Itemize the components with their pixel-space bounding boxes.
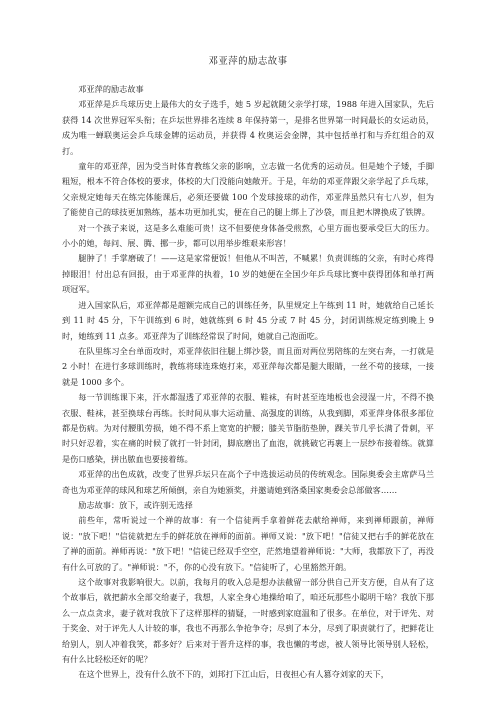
paragraph: 邓亚萍是乒乓球历史上最伟大的女子选手，她 5 岁起就随父亲学打球，1988 年进入国家队，先后获得 14 次世界冠军头衔；在乒坛世界排名连续 8 年保持第一，是排名世界第一时间最长的女运动员，成为唯一蝉联奥运会乒乓球金牌的运动员，并获得 4 枚奥运会金牌，其中包括单打和与乔红组合的双打。: [62, 99, 434, 156]
paragraph: 邓亚萍的出色成就，改变了世界乒坛只在高个子中选拔运动员的传统观念。国际奥委会主席萨马兰奇也为邓亚萍的球风和球艺所倾倒，亲自为她颁奖，并邀请她到洛桑国家奥委会总部做客……: [62, 469, 434, 495]
paragraph: 这个故事对我影响很大。以前，我每月的收入总是想办法截留一部分供自己开支方便，自从有了这个故事后，就把薪水全部交给妻子，我想，人家全身心地操给咱了，咱还玩那些小聪明干啥？我放下那么一点点贪求，妻子就对我放下了这样那样的猜疑，一时感到家庭温和了很多。在单位，对于评先、对于奖金、对于评先人人计较的事，我也不再那么争抢争夺；尽到了本分，尽到了职责就行了，把鲜花让给别人，别人冲着我笑，都多好？后来对于晋升这样的事，我也懒的考虑，被人领导比领导别人轻松，有什么比轻松还好的呢？: [62, 577, 434, 665]
paragraph: 腿肿了！手掌磨破了！——这是家常便饭！但他从不叫苦，不喊累！负责训练的父亲，有时心疼得掉眼泪！付出总有回报，由于邓亚萍的执着，10 岁的她便在全国少年乒乓球比赛中获得团体和单打两项冠军。: [62, 253, 434, 295]
paragraph: 在这个世界上，没有什么放不下的，刘邦打下江山后，日夜担心有人篡夺刘家的天下，: [78, 669, 389, 680]
section-heading: 励志故事：放下，或许别无选择: [78, 499, 193, 510]
paragraph: 在队里练习全台单面攻时，邓亚萍依旧往腿上绑沙袋，而且面对两位男陪练的左突右奔，一打就是 2 小时！在进行多球训练时，教练将球连珠炮打来，邓亚萍每次都是腿大眼睛，一丝不苟的接球，一接就是 1000 多个。: [62, 345, 434, 387]
paragraph: 进入国家队后，邓亚萍都是超额完成自己的训练任务，队里规定上午练到 11 时，她就给自己延长到 11 时 45 分，下午训练到 6 时，她就练到 6 时 45 分或 7 时 45 分，封闭训练规定练到晚上 9 时，她练到 11 点多。邓亚萍为了训练经常误了时间，她就自己泡面吃。: [62, 299, 434, 341]
paragraph: 童年的邓亚萍，因为受当时体育教练父亲的影响，立志做一名优秀的运动员。但是她个子矮，手脚粗短，根本不符合体校的要求，体校的大门没能向她敞开。于是，年幼的邓亚萍跟父亲学起了乒乓球，父亲规定她每天在练完体能课后，必须还要做 100 个发球接球的动作，邓亚萍虽然只有七八岁，但为了能使自己的球技更加熟练，基本功更加扎实，便在自己的腿上绑上了沙袋，而且把木牌换成了铁牌。: [62, 161, 434, 218]
paragraph: 邓亚萍的励志故事: [78, 84, 144, 94]
paragraph: 对一个孩子来说，这是多么难能可贵！这不但要使身体备受煎熬，心里方面也要承受巨大的压力。小小的她，每问、展、腾、挪一步，都可以用举步维艰来形容！: [62, 222, 434, 249]
document-title: 邓亚萍的励志故事: [208, 56, 288, 67]
paragraph: 前些年，常听说过一个禅的故事：有一个信徒两手拿着鲜花去献给禅师，来到禅师跟前，禅师说："放下吧！"信徒就把左手的鲜花放在禅师的面前。禅师又说："放下吧！"信徒又把右手的鲜花放在了禅的面前。禅师再说："放下吧！"信徒已经双手空空，茫然地望着禅师说："大师，我都放下了，再没有什么可放的了。"禅师说："不，你的心没有放下。"信徒听了，心里豁然开朗。: [62, 515, 434, 572]
document-body: [62, 82, 434, 683]
paragraph: 每一节训练课下来，汗水都湿透了邓亚萍的衣服、鞋袜，有时甚至连地板也会浸湿一片，不得不换衣服、鞋袜，甚至换球台再练。长时间从事大运动量、高强度的训练，从我到脚，邓亚萍身体很多部位都是伤病。为对付腰肌劳损，她不得不系上宽宽的护腰；膝关节脂肪垫肿，踝关节几乎长满了骨刺，平时只好忍着，实在痛的时候了就打一针封闭，脚底磨出了血泡，就挑破它再裹上一层纱布接着练。就算是伤口感染，拼出脓血也要接着练。: [62, 392, 434, 464]
